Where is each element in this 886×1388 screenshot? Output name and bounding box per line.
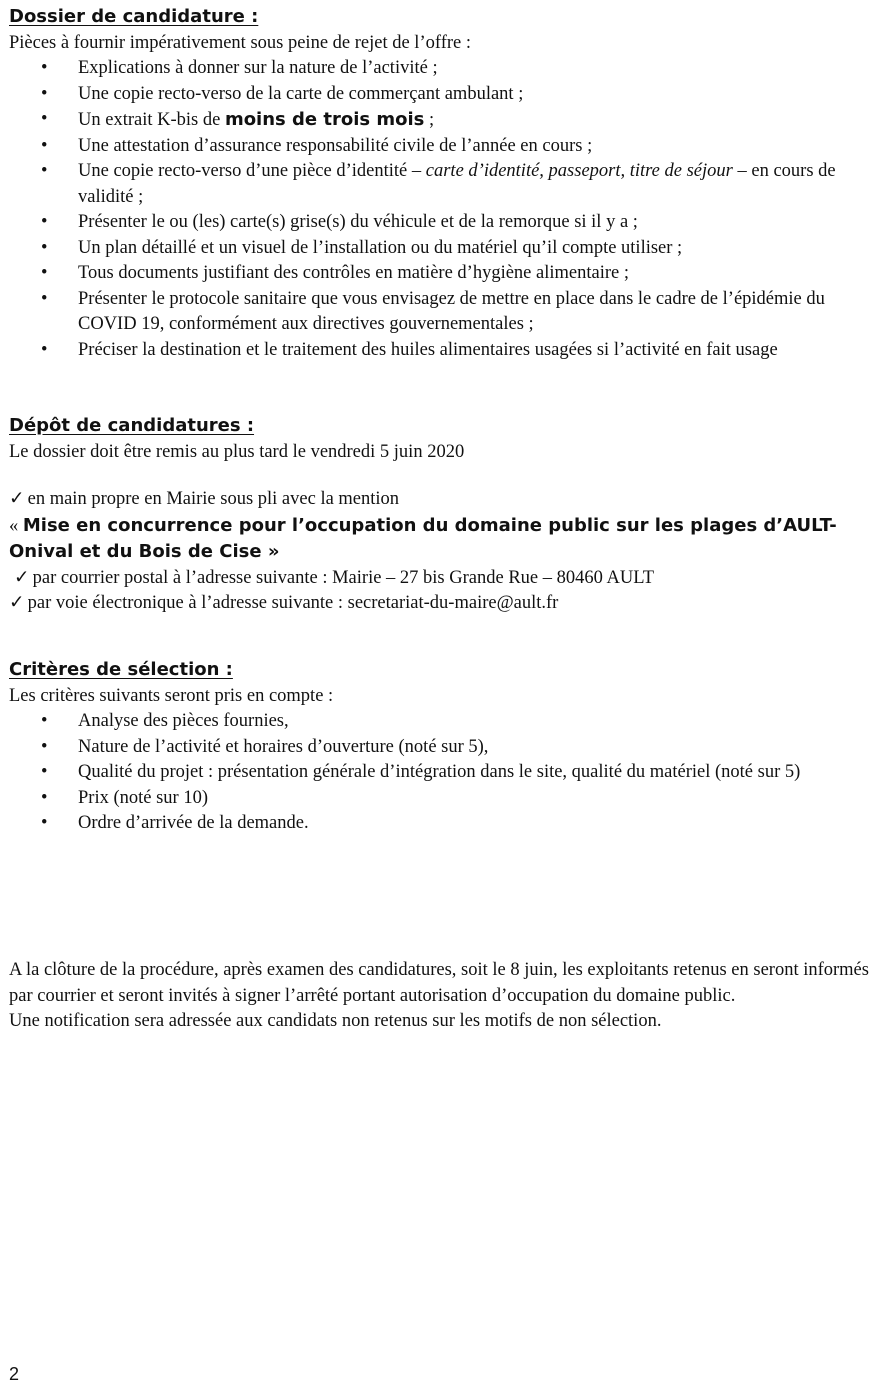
list-item: • Une copie recto-verso de la carte de commerçant ambulant ; — [9, 82, 879, 108]
list-item: • Nature de l’activité et horaires d’ouverture (noté sur 5), — [9, 735, 879, 761]
page-number: 2 — [9, 1364, 20, 1384]
id-docs-italic: carte d’identité, passeport, titre de séjour — [425, 161, 733, 181]
bullet-icon: • — [41, 736, 48, 757]
bullet-icon: • — [41, 161, 48, 181]
criteres-intro: Les critères suivants seront pris en compte : — [9, 685, 334, 706]
depot-post-line: ✓ par courrier postal à l’adresse suivante : Mairie – 27 bis Grande Rue – 80460 AULT — [9, 566, 879, 592]
bullet-icon: • — [41, 263, 48, 283]
bullet-icon: • — [41, 288, 48, 309]
bullet-icon: • — [41, 237, 48, 258]
dossier-list — [9, 56, 879, 363]
list-item: • Ordre d’arrivée de la demande. — [9, 811, 879, 837]
depot-mention: « Mise en concurrence pour l’occupation du domaine public sur les plages d’AULT-Onival et du Bois de Cise » — [9, 514, 837, 562]
list-item: • Préciser la destination et le traitement des huiles alimentaires usagées si l’activité en fait usage — [9, 338, 879, 364]
cloture-paragraph: A la clôture de la procédure, après examen des candidatures, soit le 8 juin, les exploitants retenus en seront informés par courrier et seront invités à signer l’arrêté portant autorisation d’occupation du domaine public. — [9, 960, 869, 1006]
bullet-icon: • — [41, 109, 48, 129]
check-icon: ✓ — [9, 593, 25, 613]
dossier-intro: Pièces à fournir impérativement sous peine de rejet de l’offre : — [9, 32, 471, 53]
notification-paragraph: Une notification sera adressée aux candidats non retenus sur les motifs de non sélection. — [9, 1011, 662, 1031]
section-criteres — [9, 657, 879, 837]
list-item: • Une attestation d’assurance responsabilité civile de l’année en cours ; — [9, 134, 879, 160]
kbis-emphasis: moins de trois mois — [224, 109, 425, 130]
bullet-icon: • — [41, 135, 48, 156]
bullet-icon: • — [41, 58, 48, 78]
bullet-icon: • — [41, 787, 48, 808]
list-item: • Un extrait K-bis de moins de trois mois ; — [9, 107, 879, 134]
list-item: • Présenter le ou (les) carte(s) grise(s) du véhicule et de la remorque si il y a ; — [9, 210, 879, 236]
check-icon: ✓ — [9, 489, 25, 509]
list-item: • Un plan détaillé et un visuel de l’installation ou du matériel qu’il compte utiliser ; — [9, 236, 879, 262]
bullet-icon: • — [41, 762, 48, 782]
mention-bold: Mise en concurrence pour l’occupation du domaine public sur les plages d’AULT-Onival et du Bois de Cise — [9, 514, 837, 562]
section-dossier — [9, 4, 879, 363]
section-cloture — [9, 958, 879, 1035]
criteres-list — [9, 709, 879, 837]
bullet-icon: • — [41, 339, 48, 360]
bullet-icon: • — [41, 711, 48, 731]
heading-dossier: Dossier de candidature : — [9, 6, 259, 27]
list-item: • Analyse des pièces fournies, — [9, 709, 879, 735]
list-item: • Explications à donner sur la nature de l’activité ; — [9, 56, 879, 82]
heading-depot: Dépôt de candidatures : — [9, 415, 255, 436]
list-item: • Prix (noté sur 10) — [9, 786, 879, 812]
bullet-icon: • — [41, 83, 48, 104]
list-item: • Présenter le protocole sanitaire que vous envisagez de mettre en place dans le cadre de l’épidémie du COVID 19, conformément aux directives gouvernementales ; — [41, 288, 825, 334]
list-item: • Qualité du projet : présentation générale d’intégration dans le site, qualité du matériel (noté sur 5) — [9, 760, 879, 786]
list-item: • Une copie recto-verso d’une pièce d’identité – carte d’identité, passeport, titre de séjour – en cours de validité ; — [41, 161, 836, 207]
depot-hand-line: ✓ en main propre en Mairie sous pli avec la mention — [9, 487, 879, 513]
depot-deadline: Le dossier doit être remis au plus tard le vendredi 5 juin 2020 — [9, 441, 465, 462]
bullet-icon: • — [41, 813, 48, 833]
bullet-icon: • — [41, 212, 48, 232]
check-icon: ✓ — [14, 567, 30, 588]
heading-criteres: Critères de sélection : — [9, 659, 233, 680]
list-item: • Tous documents justifiant des contrôles en matière d’hygiène alimentaire ; — [9, 261, 879, 287]
depot-email-line: ✓ par voie électronique à l’adresse suivante : secretariat-du-maire@ault.fr — [9, 591, 879, 617]
section-depot — [9, 413, 879, 617]
